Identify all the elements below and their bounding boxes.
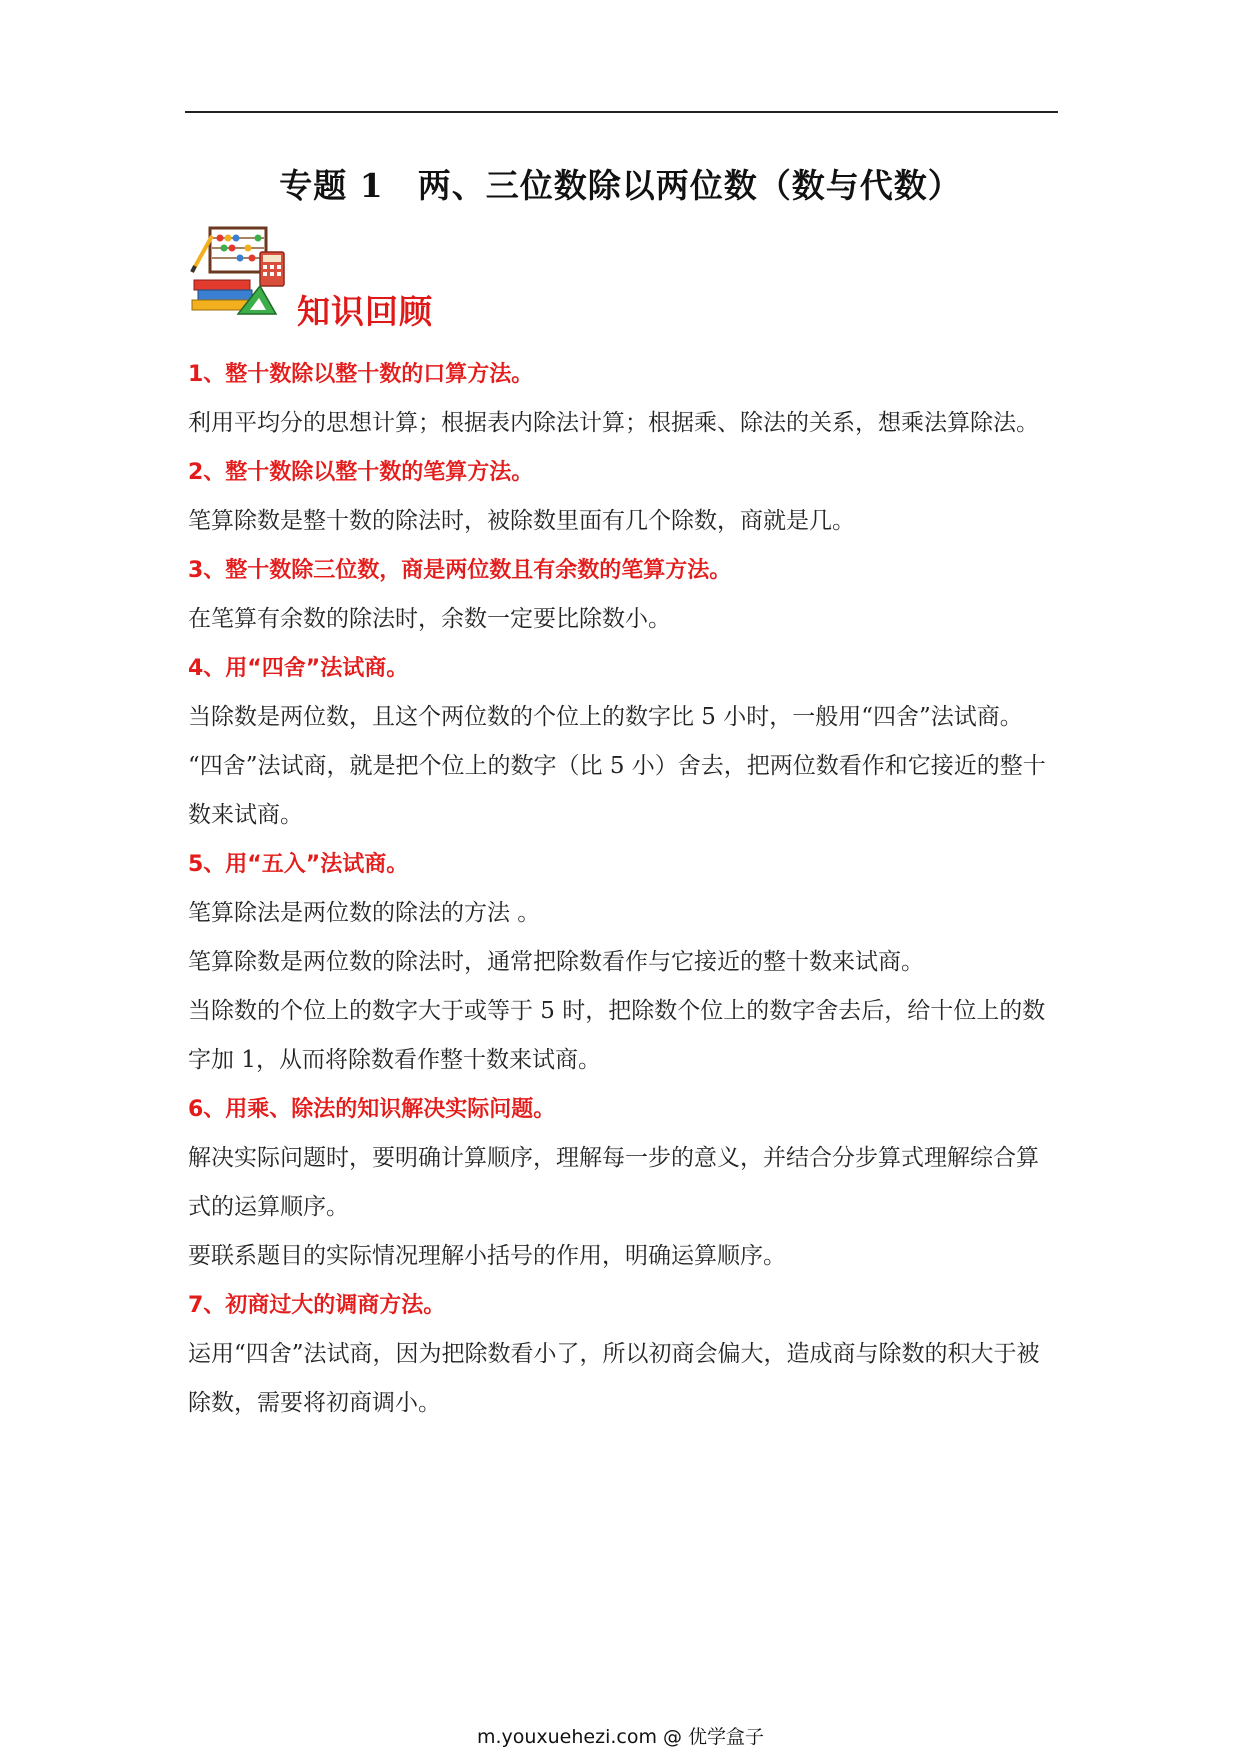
section-4-paragraph-2: “四舍”法试商，就是把个位上的数字（比 5 小）舍去，把两位数看作和它接近的整十数来试商。	[188, 753, 1046, 828]
section-6-paragraph-1: 解决实际问题时，要明确计算顺序，理解每一步的意义，并结合分步算式理解综合算式的运算顺序。	[188, 1145, 1039, 1220]
section-1-paragraph-1: 利用平均分的思想计算；根据表内除法计算；根据乘、除法的关系，想乘法算除法。	[188, 410, 1039, 436]
section-6-heading: 6、用乘、除法的知识解决实际问题。	[188, 1097, 556, 1122]
section-5-heading: 5、用“五入”法试商。	[188, 852, 409, 877]
section-3-paragraph-1: 在笔算有余数的除法时，余数一定要比除数小。	[188, 606, 671, 632]
section-heading: 知识回顾	[297, 292, 433, 331]
section-2-paragraph-1: 笔算除数是整十数的除法时，被除数里面有几个除数，商就是几。	[188, 508, 855, 534]
section-5-paragraph-2: 笔算除数是两位数的除法时，通常把除数看作与它接近的整十数来试商。	[188, 949, 924, 975]
section-5-paragraph-3: 当除数的个位上的数字大于或等于 5 时，把除数个位上的数字舍去后，给十位上的数字加 1，从而将除数看作整十数来试商。	[188, 998, 1046, 1073]
content-body	[188, 350, 1060, 1428]
top-rule	[185, 111, 1058, 113]
abacus-books-icon	[190, 222, 290, 322]
section-2-heading: 2、整十数除以整十数的笔算方法。	[188, 460, 534, 485]
page-title: 专题 1 两、三位数除以两位数（数与代数）	[279, 166, 962, 205]
section-1-heading: 1、整十数除以整十数的口算方法。	[188, 362, 534, 387]
section-3-heading: 3、整十数除三位数，商是两位数且有余数的笔算方法。	[188, 558, 732, 583]
section-4-heading: 4、用“四舍”法试商。	[188, 656, 409, 681]
section-7-paragraph-1: 运用“四舍”法试商，因为把除数看小了，所以初商会偏大，造成商与除数的积大于被除数，需要将初商调小。	[188, 1341, 1040, 1416]
section-6-paragraph-2: 要联系题目的实际情况理解小括号的作用，明确运算顺序。	[188, 1243, 786, 1269]
section-5-paragraph-1: 笔算除法是两位数的除法的方法 。	[188, 900, 541, 926]
section-4-paragraph-1: 当除数是两位数，且这个两位数的个位上的数字比 5 小时，一般用“四舍”法试商。	[188, 704, 1023, 730]
section-7-heading: 7、初商过大的调商方法。	[188, 1293, 446, 1318]
footer-watermark: m.youxuehezi.com @ 优学盒子	[476, 1726, 765, 1748]
